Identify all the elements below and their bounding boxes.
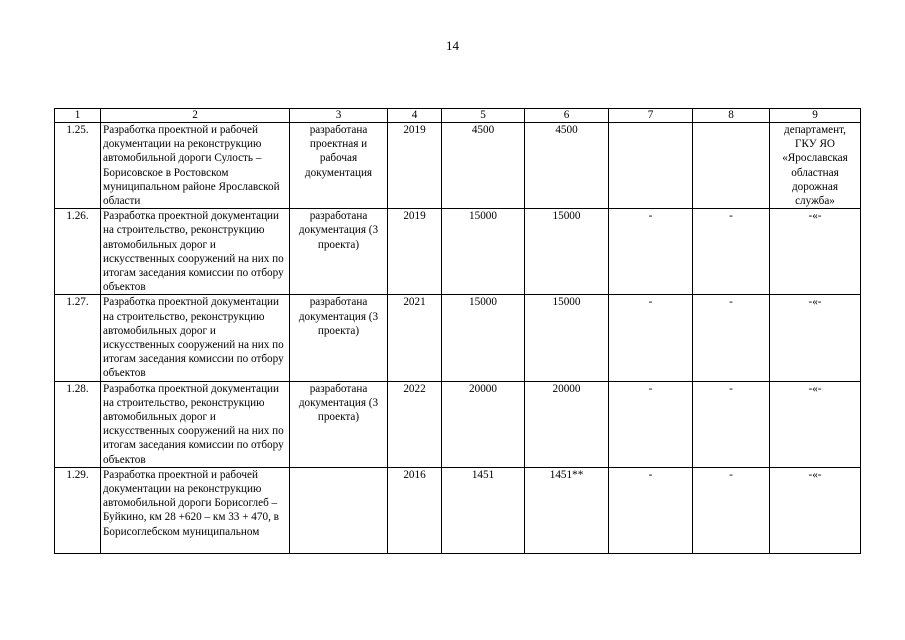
item-federal: -: [609, 381, 693, 467]
item-regional: 1451**: [525, 467, 609, 553]
item-executor: департамент, ГКУ ЯО «Ярославская областная дорожная служба»: [770, 123, 861, 209]
table-row: [55, 209, 861, 295]
item-executor: -«-: [770, 295, 861, 381]
item-regional: 4500: [525, 123, 609, 209]
item-total: 1451: [442, 467, 525, 553]
col-header-6: 6: [525, 109, 609, 123]
col-header-5: 5: [442, 109, 525, 123]
item-other: [693, 123, 770, 209]
item-number: 1.28.: [55, 381, 101, 467]
item-year: 2016: [388, 467, 442, 553]
item-total: 4500: [442, 123, 525, 209]
table-row: [55, 467, 861, 553]
col-header-9: 9: [770, 109, 861, 123]
program-table: [54, 108, 861, 554]
item-federal: -: [609, 467, 693, 553]
item-total: 20000: [442, 381, 525, 467]
item-year: 2022: [388, 381, 442, 467]
item-federal: [609, 123, 693, 209]
item-other: -: [693, 209, 770, 295]
item-description: Разработка проектной и рабочей документации на реконструкцию автомобильной дороги Борисоглеб – Буйкино, км 28 +620 – км 33 + 470, в Борисоглебском муниципальном: [101, 467, 290, 553]
item-number: 1.25.: [55, 123, 101, 209]
item-number: 1.29.: [55, 467, 101, 553]
page-number: 14: [446, 38, 459, 53]
item-description: Разработка проектной документации на строительство, реконструкцию автомобильных дорог и искусственных сооружений на них по итогам заседания комиссии по отбору объектов: [101, 209, 290, 295]
table-row: [55, 123, 861, 209]
item-description: Разработка проектной и рабочей документации на реконструкцию автомобильной дороги Сулость – Борисовское в Ростовском муниципальном районе Ярославской области: [101, 123, 290, 209]
table-row: [55, 381, 861, 467]
item-executor: -«-: [770, 467, 861, 553]
item-result: разработана проектная и рабочая документация: [290, 123, 388, 209]
item-result: разработана документация (3 проекта): [290, 209, 388, 295]
header-row: [55, 109, 861, 123]
col-header-4: 4: [388, 109, 442, 123]
col-header-3: 3: [290, 109, 388, 123]
item-regional: 15000: [525, 295, 609, 381]
item-executor: -«-: [770, 209, 861, 295]
item-total: 15000: [442, 295, 525, 381]
item-regional: 20000: [525, 381, 609, 467]
col-header-7: 7: [609, 109, 693, 123]
item-number: 1.26.: [55, 209, 101, 295]
item-year: 2021: [388, 295, 442, 381]
item-regional: 15000: [525, 209, 609, 295]
item-number: 1.27.: [55, 295, 101, 381]
item-federal: -: [609, 295, 693, 381]
item-executor: -«-: [770, 381, 861, 467]
col-header-2: 2: [101, 109, 290, 123]
col-header-8: 8: [693, 109, 770, 123]
col-header-1: 1: [55, 109, 101, 123]
table-row: [55, 295, 861, 381]
item-description: Разработка проектной документации на строительство, реконструкцию автомобильных дорог и искусственных сооружений на них по итогам заседания комиссии по отбору объектов: [101, 295, 290, 381]
item-other: -: [693, 467, 770, 553]
item-federal: -: [609, 209, 693, 295]
item-result: [290, 467, 388, 553]
item-year: 2019: [388, 209, 442, 295]
item-other: -: [693, 295, 770, 381]
item-total: 15000: [442, 209, 525, 295]
item-result: разработана документация (3 проекта): [290, 381, 388, 467]
item-result: разработана документация (3 проекта): [290, 295, 388, 381]
item-description: Разработка проектной документации на строительство, реконструкцию автомобильных дорог и искусственных сооружений на них по итогам заседания комиссии по отбору объектов: [101, 381, 290, 467]
item-other: -: [693, 381, 770, 467]
item-year: 2019: [388, 123, 442, 209]
